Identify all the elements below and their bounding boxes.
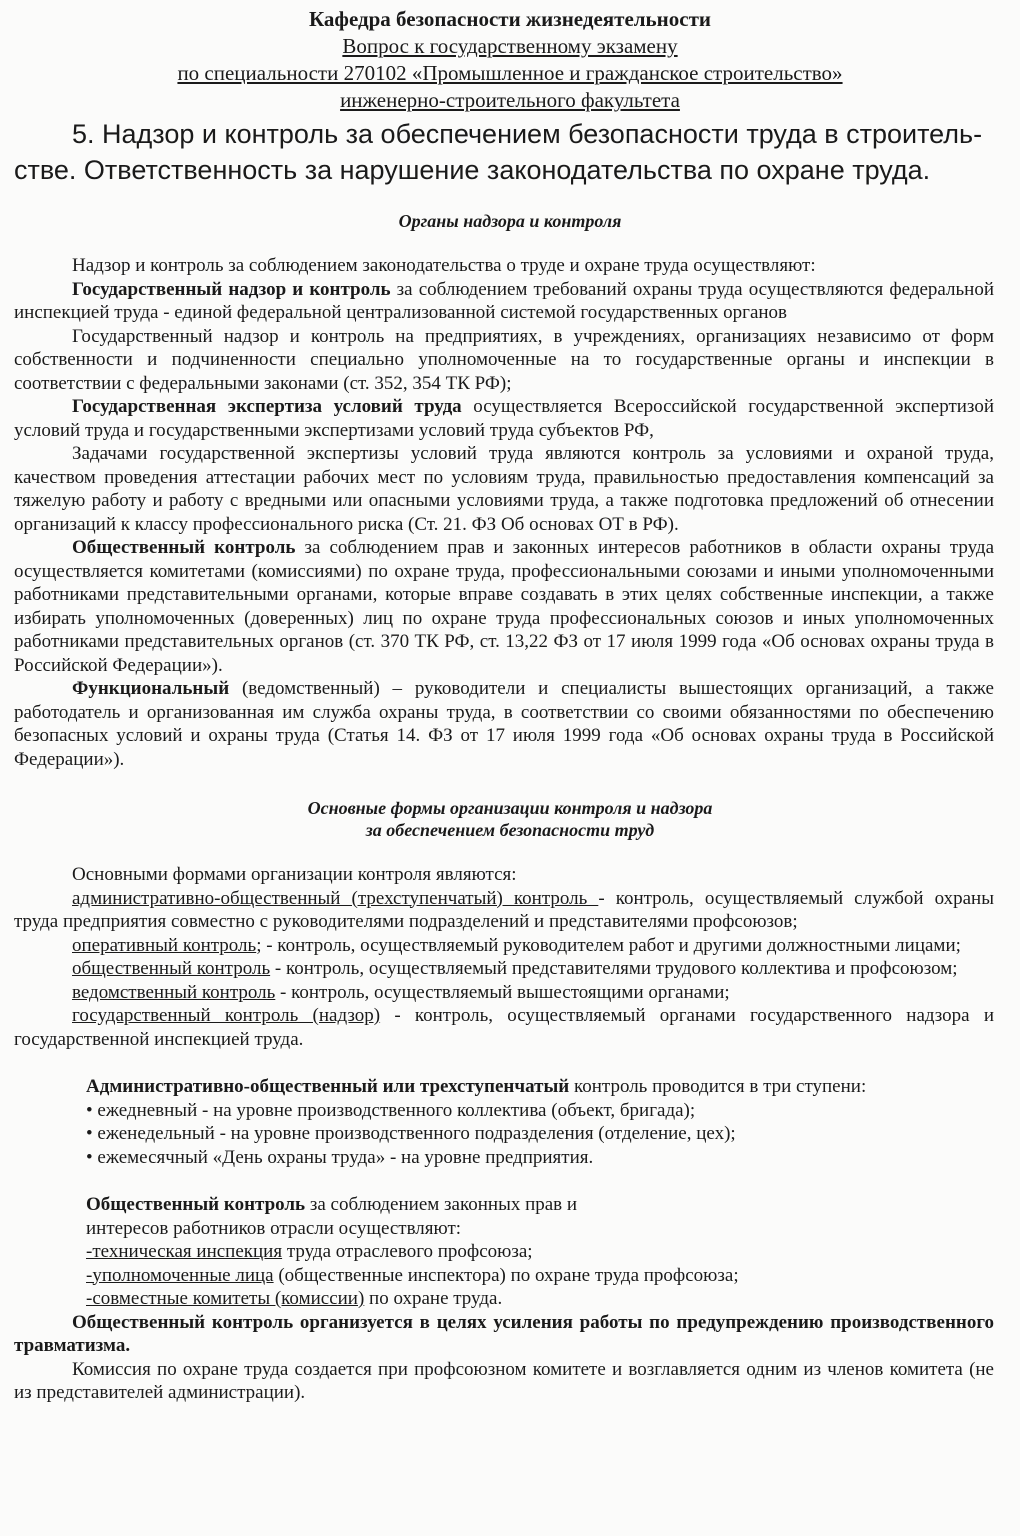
control-desc: - контроль, осуществляемый вышестоящими органами; bbox=[275, 981, 730, 1003]
question-title-line2: стве. Ответственность за нарушение законодательства по охране труда. bbox=[14, 155, 931, 185]
paragraph bbox=[86, 1075, 994, 1099]
exam-question-label: Вопрос к государственному экзамену bbox=[342, 34, 678, 58]
control-term: -уполномоченные лица bbox=[86, 1264, 274, 1286]
control-desc: - контроль, осуществляемый представителями трудового коллектива и профсоюзом; bbox=[270, 958, 958, 979]
faculty-line: инженерно-строительного факультета bbox=[340, 88, 680, 112]
list-item bbox=[86, 1287, 994, 1311]
paragraph-text: за соблюдением законных прав и bbox=[305, 1194, 578, 1215]
paragraph: Задачами государственной экспертизы условий труда являются контроль за условиями и охраной труда, качеством проведения аттестации рабочих мест по условиям труда, правильностью предоставления компенсаций за тяжелую работу и работу с вредными или опасными условиями труда, а также подготовка предложений об отнесении организаций к классу профессионального риска (Ст. 21. ФЗ Об основах ОТ в РФ). bbox=[14, 443, 994, 535]
list-item bbox=[14, 957, 994, 981]
section-three-step bbox=[14, 1075, 994, 1169]
list-item bbox=[86, 1264, 994, 1288]
control-term: государственный контроль (надзор) bbox=[72, 1005, 381, 1026]
exam-header bbox=[0, 6, 1020, 114]
paragraph: интересов работников отрасли осуществляют: bbox=[86, 1217, 462, 1239]
paragraph-text: контроль проводится в три ступени: bbox=[569, 1076, 867, 1097]
control-desc: - контроль, осуществляемый службой охраны труда предприятия совместно с руководителями подразделений и представителями профсоюзов; bbox=[14, 887, 994, 932]
control-term: административно-общественный (трехступенчатый) контроль bbox=[72, 887, 599, 909]
control-desc: труда отраслевого профсоюза; bbox=[282, 1241, 533, 1262]
section-title-forms-1: Основные формы организации контроля и надзора bbox=[307, 798, 713, 818]
paragraph bbox=[86, 1193, 994, 1217]
bold-term: Функциональный bbox=[72, 678, 230, 699]
section-title-forms-2: за обеспечением безопасности труд bbox=[365, 820, 655, 840]
list-item bbox=[14, 887, 994, 934]
bold-term: Государственная экспертиза условий труда bbox=[72, 396, 462, 417]
control-desc: - контроль, осуществляемый органами государственного надзора и государственной инспекцией труда. bbox=[14, 1005, 995, 1050]
section-organs-body bbox=[14, 254, 994, 771]
closing-bold-paragraph: Общественный контроль организуется в целях усиления работы по предупреждению производственного травматизма. bbox=[14, 1311, 994, 1356]
document-page bbox=[0, 6, 1020, 1536]
question-title-line1: 5. Надзор и контроль за обеспечением безопасности труда в строитель- bbox=[72, 119, 983, 149]
control-desc: (общественные инспектора) по охране труда профсоюза; bbox=[273, 1264, 739, 1286]
list-item bbox=[14, 934, 994, 958]
control-term: общественный контроль bbox=[72, 958, 271, 979]
final-paragraph: Комиссия по охране труда создается при профсоюзном комитете и возглавляется одним из членов комитета (не из представителей администрации). bbox=[14, 1358, 994, 1403]
paragraph bbox=[14, 677, 994, 771]
department-title: Кафедра безопасности жизнедеятельности bbox=[308, 7, 711, 31]
paragraph-text: (ведомственный) – руководители и специалисты вышестоящих организаций, а также работодатель и организованная им служба охраны труда, в соответствии со своими обязанностями по обеспечению безопасных условий и охраны труда (Статья 14. ФЗ от 17 июля 1999 года «Об основах охраны труда в Российской Федерации»). bbox=[14, 678, 994, 770]
control-term: оперативный контроль bbox=[72, 934, 257, 956]
control-desc: ; - контроль, осуществляемый руководителем работ и другими должностными лицами; bbox=[256, 934, 961, 956]
bold-term: Общественный контроль bbox=[72, 537, 296, 558]
bold-term: Общественный контроль bbox=[86, 1194, 306, 1215]
bold-term: Административно-общественный или трехступенчатый bbox=[86, 1076, 570, 1097]
paragraph-text: за соблюдением прав и законных интересов работников в области охраны труда осуществляется комитетами (комиссиями) по охране труда, профессиональными союзами и иными уполномоченными работниками представительными органами, которые вправе создавать в этих целях собственные инспекции, а также избирать уполномоченных (доверенных) лиц по охране труда профессиональных союзов и иных уполномоченных работниками представительных органов (ст. 370 ТК РФ, ст. 13,22 ФЗ от 17 июля 1999 года «Об основах охраны труда в Российской Федерации»). bbox=[14, 537, 994, 676]
control-term: -техническая инспекция bbox=[86, 1241, 283, 1262]
list-item bbox=[14, 981, 994, 1005]
paragraph: Надзор и контроль за соблюдением законодательства о труде и охране труда осуществляют: bbox=[72, 255, 816, 276]
bullet-item: • ежемесячный «День охраны труда» - на уровне предприятия. bbox=[86, 1146, 994, 1170]
specialty-line: по специальности 270102 «Промышленное и гражданское строительство» bbox=[177, 61, 843, 85]
control-term: ведомственный контроль bbox=[72, 981, 276, 1003]
paragraph bbox=[14, 278, 994, 325]
section-forms-body bbox=[14, 863, 994, 1051]
paragraph: Основными формами организации контроля являются: bbox=[72, 864, 517, 885]
paragraph-text: за соблюдением требований охраны труда осуществляются федеральной инспекцией труда - единой федеральной централизованной системой государственных органов bbox=[14, 278, 994, 323]
bold-term: Государственный надзор и контроль bbox=[72, 278, 391, 300]
paragraph bbox=[14, 536, 994, 677]
paragraph: Государственный надзор и контроль на предприятиях, в учреждениях, организациях независимо от форм собственности и подчиненности специально уполномоченные на то государственные органы и инспекции в соответствии с федеральными законами (ст. 352, 354 ТК РФ); bbox=[14, 325, 994, 394]
bullet-item: • еженедельный - на уровне производственного подразделения (отделение, цех); bbox=[86, 1122, 994, 1146]
paragraph bbox=[14, 395, 994, 442]
bullet-item: • ежедневный - на уровне производственного коллектива (объект, бригада); bbox=[86, 1099, 994, 1123]
section-public-control bbox=[14, 1193, 994, 1405]
list-item bbox=[86, 1240, 994, 1264]
section-title-organs: Органы надзора и контроля bbox=[398, 211, 622, 231]
paragraph-text: осуществляется Всероссийской государственной экспертизой условий труда и государственными экспертизами условий труда субъектов РФ, bbox=[14, 396, 994, 441]
control-term: -совместные комитеты (комиссии) bbox=[86, 1288, 365, 1309]
list-item bbox=[14, 1004, 994, 1051]
control-desc: по охране труда. bbox=[364, 1288, 503, 1309]
